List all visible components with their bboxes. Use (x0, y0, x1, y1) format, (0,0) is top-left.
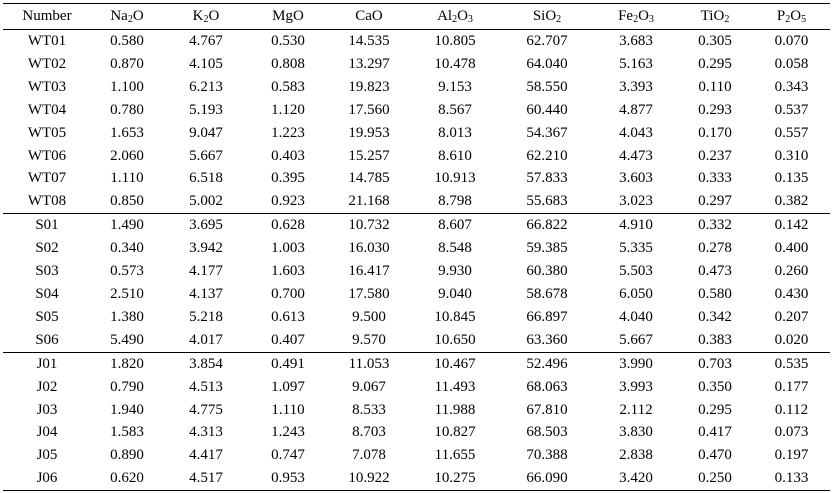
sample-id-cell: WT08 (27, 193, 67, 210)
sample-id-cell: J02 (36, 378, 58, 395)
value-cell: 3.830 (619, 424, 653, 441)
table-row (3, 421, 830, 444)
value-cell: 0.305 (698, 33, 732, 49)
value-cell: 62.210 (526, 147, 568, 164)
table-row (3, 306, 830, 329)
column-header-base: P (776, 8, 786, 24)
value-cell: 4.040 (619, 308, 653, 325)
table-row (3, 190, 830, 213)
value-cell: 0.070 (774, 33, 809, 49)
value-cell: 17.580 (348, 285, 390, 302)
value-cell: 0.260 (774, 263, 809, 280)
value-cell: 0.207 (774, 308, 809, 325)
value-cell: 9.040 (438, 285, 472, 302)
value-cell: 8.703 (352, 424, 386, 441)
sample-id-cell: S05 (35, 308, 59, 325)
value-cell: 0.295 (698, 55, 732, 72)
column-header (163, 4, 249, 30)
column-header (3, 4, 91, 30)
table-row (3, 352, 830, 375)
column-header-subscript: 2 (785, 14, 791, 25)
value-cell: 0.133 (753, 467, 830, 490)
sample-id-cell: WT01 (27, 33, 67, 49)
value-cell: 9.067 (352, 378, 386, 395)
column-header-subscript: 3 (467, 14, 473, 25)
value-cell: 0.537 (774, 101, 809, 118)
value-cell: 0.580 (698, 285, 732, 302)
value-cell: 1.940 (110, 401, 144, 418)
value-cell: 9.153 (438, 78, 472, 95)
value-cell: 1.583 (110, 424, 144, 441)
value-cell: 4.177 (189, 263, 223, 280)
column-header-subscript: 5 (801, 14, 807, 25)
column-header-base: Fe (618, 8, 634, 24)
value-cell: 10.732 (327, 214, 411, 237)
oxide-composition-table-container (3, 3, 830, 491)
value-cell: 17.560 (348, 101, 390, 118)
value-cell: 0.808 (271, 55, 305, 72)
value-cell: 11.053 (327, 352, 411, 375)
oxide-composition-table (3, 3, 830, 491)
value-cell: 3.603 (619, 170, 653, 187)
value-cell: 54.367 (526, 124, 568, 141)
column-header-subscript: 2 (724, 14, 730, 25)
value-cell: 62.707 (526, 33, 568, 49)
column-header-base: K (192, 8, 204, 24)
value-cell: 1.110 (271, 401, 305, 418)
value-cell: 0.197 (774, 447, 809, 464)
column-header (91, 4, 163, 30)
value-cell: 10.805 (434, 33, 476, 49)
value-cell: 0.923 (271, 193, 305, 210)
value-cell: 0.780 (110, 101, 144, 118)
value-cell: 10.827 (434, 424, 476, 441)
value-cell: 0.250 (677, 467, 753, 490)
value-cell: 19.953 (348, 124, 390, 141)
value-cell: 1.110 (110, 170, 144, 187)
value-cell: 0.530 (271, 33, 305, 49)
value-cell: 3.420 (595, 467, 677, 490)
value-cell: 9.047 (189, 124, 223, 141)
column-header-subscript: 2 (203, 14, 209, 25)
value-cell: 0.417 (698, 424, 732, 441)
value-cell: 0.790 (110, 378, 144, 395)
value-cell: 2.060 (110, 147, 144, 164)
value-cell: 0.383 (698, 331, 732, 348)
value-cell: 5.667 (189, 147, 223, 164)
value-cell: 15.257 (348, 147, 390, 164)
sample-id-cell: S03 (35, 263, 59, 280)
value-cell: 1.490 (91, 214, 163, 237)
value-cell: 59.385 (526, 240, 568, 257)
value-cell: 0.620 (91, 467, 163, 490)
value-cell: 66.897 (526, 308, 568, 325)
column-header-tail: O (790, 8, 802, 24)
column-header (595, 4, 677, 30)
value-cell: 52.496 (499, 352, 595, 375)
value-cell: 68.503 (526, 424, 568, 441)
value-cell: 4.473 (619, 147, 653, 164)
table-row (3, 145, 830, 168)
value-cell: 60.440 (526, 101, 568, 118)
value-cell: 0.112 (774, 401, 809, 418)
table-row (3, 376, 830, 399)
column-header-subscript: 2 (633, 14, 639, 25)
column-header-base: Number (22, 8, 72, 24)
value-cell: 0.340 (110, 240, 144, 257)
value-cell: 8.013 (438, 124, 472, 141)
value-cell: 0.058 (774, 55, 809, 72)
column-header-base: MgO (272, 8, 304, 24)
value-cell: 8.533 (352, 401, 386, 418)
sample-id-cell: J06 (3, 467, 91, 490)
value-cell: 0.573 (110, 263, 144, 280)
sample-id-cell: J04 (36, 424, 58, 441)
value-cell: 70.388 (526, 447, 568, 464)
table-row (3, 30, 830, 53)
value-cell: 5.335 (619, 240, 653, 257)
value-cell: 4.513 (189, 378, 223, 395)
value-cell: 5.193 (189, 101, 223, 118)
column-header (753, 4, 830, 30)
value-cell: 14.785 (348, 170, 390, 187)
table-row (3, 329, 830, 352)
table-row (3, 237, 830, 260)
value-cell: 5.218 (189, 308, 223, 325)
value-cell: 0.473 (698, 263, 732, 280)
column-header (411, 4, 499, 30)
value-cell: 11.988 (434, 401, 476, 418)
value-cell: 0.170 (698, 124, 732, 141)
value-cell: 0.470 (698, 447, 732, 464)
value-cell: 0.293 (698, 101, 732, 118)
value-cell: 2.112 (619, 401, 653, 418)
value-cell: 0.890 (110, 447, 144, 464)
value-cell: 58.678 (526, 285, 568, 302)
value-cell: 1.380 (110, 308, 144, 325)
value-cell: 1.003 (271, 240, 305, 257)
value-cell: 6.213 (189, 78, 223, 95)
table-row (3, 444, 830, 467)
value-cell: 0.343 (774, 78, 809, 95)
sample-id-cell: WT03 (27, 78, 67, 95)
value-cell: 8.798 (438, 193, 472, 210)
value-cell: 0.135 (774, 170, 809, 187)
value-cell: 5.163 (619, 55, 653, 72)
column-header-base: SiO (532, 8, 557, 24)
value-cell: 67.810 (526, 401, 568, 418)
value-cell: 6.518 (189, 170, 223, 187)
value-cell: 0.700 (271, 285, 305, 302)
value-cell: 0.613 (271, 308, 305, 325)
value-cell: 0.400 (774, 240, 809, 257)
table-row (3, 399, 830, 422)
value-cell: 0.535 (753, 352, 830, 375)
value-cell: 3.990 (595, 352, 677, 375)
value-cell: 0.403 (271, 147, 305, 164)
value-cell: 0.295 (698, 401, 732, 418)
value-cell: 0.177 (774, 378, 809, 395)
value-cell: 19.823 (348, 78, 390, 95)
value-cell: 1.243 (271, 424, 305, 441)
table-header (3, 4, 830, 30)
sample-id-cell: J05 (36, 447, 58, 464)
value-cell: 3.942 (189, 240, 223, 257)
value-cell: 57.833 (526, 170, 568, 187)
value-cell: 10.478 (434, 55, 476, 72)
value-cell: 8.548 (438, 240, 472, 257)
value-cell: 0.332 (677, 214, 753, 237)
value-cell: 3.393 (619, 78, 653, 95)
sample-id-cell: WT04 (27, 101, 67, 118)
sample-id-cell: WT02 (27, 55, 67, 72)
column-header (677, 4, 753, 30)
sample-id-cell: WT07 (27, 170, 67, 187)
value-cell: 16.030 (348, 240, 390, 257)
column-header-base: TiO (700, 8, 725, 24)
value-cell: 9.930 (438, 263, 472, 280)
value-cell: 10.922 (327, 467, 411, 490)
value-cell: 0.020 (774, 331, 809, 348)
value-cell: 0.491 (249, 352, 327, 375)
value-cell: 64.040 (526, 55, 568, 72)
value-cell: 0.110 (698, 78, 732, 95)
value-cell: 0.395 (271, 170, 305, 187)
value-cell: 10.275 (411, 467, 499, 490)
value-cell: 68.063 (526, 378, 568, 395)
column-header-tail: O (208, 8, 220, 24)
sample-group (3, 352, 830, 490)
value-cell: 0.747 (271, 447, 305, 464)
value-cell: 2.838 (619, 447, 653, 464)
value-cell: 5.503 (619, 263, 653, 280)
column-header-tail: O (638, 8, 649, 24)
value-cell: 1.120 (271, 101, 305, 118)
value-cell: 4.877 (619, 101, 653, 118)
value-cell: 0.237 (698, 147, 732, 164)
value-cell: 1.097 (271, 378, 305, 395)
value-cell: 3.023 (619, 193, 653, 210)
column-header (249, 4, 327, 30)
header-row (3, 4, 830, 30)
value-cell: 0.850 (110, 193, 144, 210)
value-cell: 8.607 (411, 214, 499, 237)
value-cell: 9.570 (352, 331, 386, 348)
column-header-subscript: 2 (127, 14, 133, 25)
value-cell: 1.653 (110, 124, 144, 141)
value-cell: 5.667 (619, 331, 653, 348)
table-row (3, 467, 830, 490)
value-cell: 11.493 (434, 378, 476, 395)
value-cell: 4.910 (595, 214, 677, 237)
value-cell: 5.002 (189, 193, 223, 210)
value-cell: 0.583 (271, 78, 305, 95)
value-cell: 1.603 (271, 263, 305, 280)
table-row (3, 122, 830, 145)
value-cell: 0.628 (249, 214, 327, 237)
value-cell: 0.580 (110, 33, 144, 49)
value-cell: 8.610 (438, 147, 472, 164)
column-header-base: Na (110, 8, 128, 24)
value-cell: 55.683 (526, 193, 568, 210)
value-cell: 8.567 (438, 101, 472, 118)
value-cell: 0.297 (698, 193, 732, 210)
value-cell: 21.168 (348, 193, 390, 210)
value-cell: 4.137 (189, 285, 223, 302)
value-cell: 0.407 (271, 331, 305, 348)
value-cell: 66.090 (499, 467, 595, 490)
value-cell: 66.822 (499, 214, 595, 237)
table-row (3, 76, 830, 99)
value-cell: 16.417 (348, 263, 390, 280)
table-row (3, 167, 830, 190)
value-cell: 0.350 (698, 378, 732, 395)
value-cell: 4.417 (189, 447, 223, 464)
table-row (3, 283, 830, 306)
value-cell: 4.105 (189, 55, 223, 72)
column-header-subscript: 2 (452, 14, 458, 25)
value-cell: 4.017 (189, 331, 223, 348)
value-cell: 0.557 (774, 124, 809, 141)
value-cell: 14.535 (348, 33, 390, 49)
value-cell: 13.297 (348, 55, 390, 72)
value-cell: 6.050 (619, 285, 653, 302)
value-cell: 3.683 (619, 33, 653, 49)
value-cell: 63.360 (526, 331, 568, 348)
value-cell: 3.993 (619, 378, 653, 395)
value-cell: 10.845 (434, 308, 476, 325)
column-header-tail: O (457, 8, 468, 24)
sample-id-cell: WT05 (27, 124, 67, 141)
value-cell: 2.510 (110, 285, 144, 302)
table-row (3, 214, 830, 237)
value-cell: 0.342 (698, 308, 732, 325)
value-cell: 1.820 (91, 352, 163, 375)
value-cell: 58.550 (526, 78, 568, 95)
value-cell: 0.430 (774, 285, 809, 302)
value-cell: 3.854 (163, 352, 249, 375)
value-cell: 0.703 (677, 352, 753, 375)
value-cell: 9.500 (352, 308, 386, 325)
value-cell: 0.310 (774, 147, 809, 164)
value-cell: 1.223 (271, 124, 305, 141)
column-header-base: Al (437, 8, 453, 24)
value-cell: 0.953 (249, 467, 327, 490)
column-header-tail: O (132, 8, 144, 24)
sample-id-cell: S04 (35, 285, 59, 302)
sample-group (3, 214, 830, 352)
value-cell: 4.767 (189, 33, 223, 49)
value-cell: 1.100 (110, 78, 144, 95)
table-row (3, 99, 830, 122)
value-cell: 10.650 (434, 331, 476, 348)
column-header-subscript: 2 (556, 14, 562, 25)
value-cell: 60.380 (526, 263, 568, 280)
value-cell: 4.313 (189, 424, 223, 441)
value-cell: 0.278 (698, 240, 732, 257)
value-cell: 0.382 (774, 193, 809, 210)
sample-id-cell: J01 (3, 352, 91, 375)
value-cell: 0.142 (753, 214, 830, 237)
value-cell: 10.467 (411, 352, 499, 375)
value-cell: 4.043 (619, 124, 653, 141)
column-header (327, 4, 411, 30)
value-cell: 0.333 (698, 170, 732, 187)
column-header (499, 4, 595, 30)
value-cell: 5.490 (110, 331, 144, 348)
value-cell: 7.078 (352, 447, 386, 464)
column-header-base: CaO (355, 8, 383, 24)
table-row (3, 53, 830, 76)
sample-id-cell: S06 (35, 331, 59, 348)
value-cell: 3.695 (163, 214, 249, 237)
table-row (3, 260, 830, 283)
value-cell: 4.517 (163, 467, 249, 490)
sample-id-cell: WT06 (27, 147, 67, 164)
column-header-subscript: 3 (648, 14, 654, 25)
value-cell: 0.073 (774, 424, 809, 441)
sample-id-cell: S01 (3, 214, 91, 237)
value-cell: 4.775 (189, 401, 223, 418)
value-cell: 0.870 (110, 55, 144, 72)
sample-id-cell: S02 (35, 240, 59, 257)
sample-group (3, 30, 830, 214)
sample-id-cell: J03 (36, 401, 58, 418)
value-cell: 10.913 (434, 170, 476, 187)
value-cell: 11.655 (434, 447, 476, 464)
